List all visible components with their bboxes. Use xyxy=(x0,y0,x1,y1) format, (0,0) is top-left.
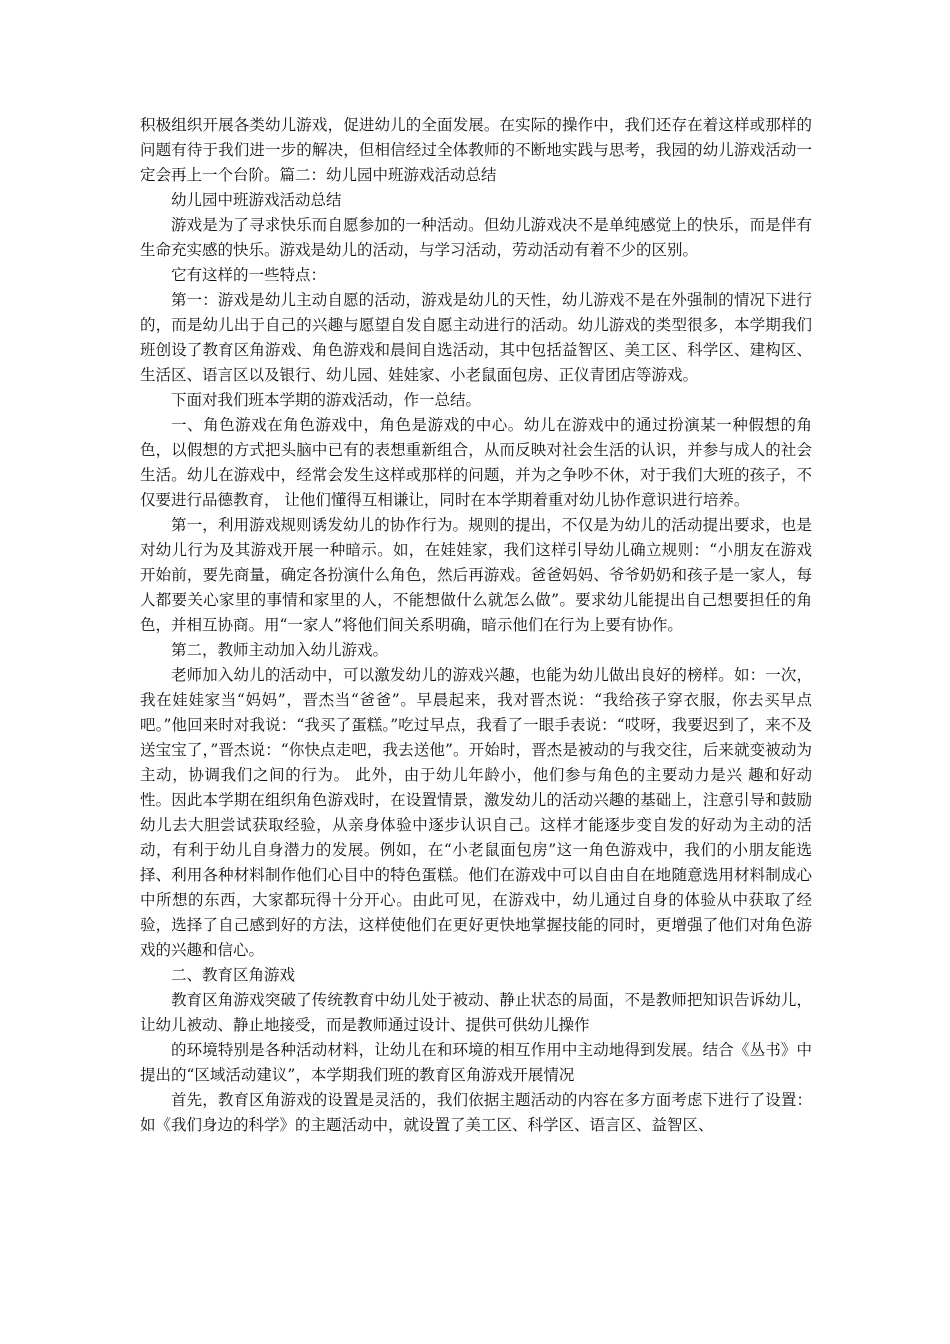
paragraph: 它有这样的一些特点： xyxy=(171,266,327,284)
section-heading: 二、教育区角游戏 xyxy=(171,966,296,984)
paragraph: 游戏是为了寻求快乐而自愿参加的一种活动。但幼儿游戏决不是单纯感觉上的快乐，而是伴有生命充实感的快乐。游戏是幼儿的活动，与学习活动，劳动活动有着不少的区别。 xyxy=(140,216,812,259)
document-body xyxy=(140,113,812,1138)
paragraph: 积极组织开展各类幼儿游戏，促进幼儿的全面发展。在实际的操作中，我们还存在着这样或那样的问题有待于我们进一步的解决，但相信经过全体教师的不断地实践与思考，我园的幼儿游戏活动一定会再上一个台阶。篇二：幼儿园中班游戏活动总结 xyxy=(140,116,812,184)
paragraph: 第一：游戏是幼儿主动自愿的活动，游戏是幼儿的天性，幼儿游戏不是在外强制的情况下进行的，而是幼儿出于自己的兴趣与愿望自发自愿主动进行的活动。幼儿游戏的类型很多，本学期我们班创设了教育区角游戏、角色游戏和晨间自选活动，其中包括益智区、美工区、科学区、建构区、生活区、语言区以及银行、幼儿园、娃娃家、小老鼠面包房、正仪青团店等游戏。 xyxy=(140,291,812,384)
paragraph: 下面对我们班本学期的游戏活动，作一总结。 xyxy=(171,391,482,409)
section-title: 幼儿园中班游戏活动总结 xyxy=(171,191,342,209)
paragraph: 第一，利用游戏规则诱发幼儿的协作行为。规则的提出，不仅是为幼儿的活动提出要求，也是对幼儿行为及其游戏开展一种暗示。如，在娃娃家，我们这样引导幼儿确立规则：“小朋友在游戏开始前，要先商量，确定各扮演什么角色，然后再游戏。爸爸妈妈、爷爷奶奶和孩子是一家人，每人都要关心家里的事情和家里的人，不能想做什么就怎么做”。要求幼儿能提出自己想要担任的角色，并相互协商。用“一家人”将他们间关系明确，暗示他们在行为上要有协作。 xyxy=(140,516,812,634)
paragraph: 教育区角游戏突破了传统教育中幼儿处于被动、静止状态的局面，不是教师把知识告诉幼儿，让幼儿被动、静止地接受，而是教师通过设计、提供可供幼儿操作 xyxy=(140,991,812,1034)
paragraph: 第二，教师主动加入幼儿游戏。 xyxy=(171,641,389,659)
paragraph: 的环境特别是各种活动材料，让幼儿在和环境的相互作用中主动地得到发展。结合《丛书》中提出的“区域活动建议”，本学期我们班的教育区角游戏开展情况 xyxy=(140,1041,812,1084)
paragraph: 一、角色游戏在角色游戏中，角色是游戏的中心。幼儿在游戏中的通过扮演某一种假想的角色，以假想的方式把头脑中已有的表想重新组合，从而反映对社会生活的认识，并参与成人的社会生活。幼儿在游戏中，经常会发生这样或那样的问题，并为之争吵不休，对于我们大班的孩子，不仅要进行品德教育， 让他们懂得互相谦让，同时在本学期着重对幼儿协作意识进行培养。 xyxy=(140,416,812,509)
paragraph: 首先，教育区角游戏的设置是灵活的，我们依据主题活动的内容在多方面考虑下进行了设置：如《我们身边的科学》的主题活动中，就设置了美工区、科学区、语言区、益智区、 xyxy=(140,1091,812,1134)
paragraph: 老师加入幼儿的活动中，可以激发幼儿的游戏兴趣，也能为幼儿做出良好的榜样。如：一次，我在娃娃家当“妈妈”，晋杰当“爸爸”。早晨起来，我对晋杰说：“我给孩子穿衣服，你去买早点吧。”他回来时对我说：“我买了蛋糕。”吃过早点，我看了一眼手表说：“哎呀，我要迟到了，来不及送宝宝了，”晋杰说：“你快点走吧，我去送他”。开始时，晋杰是被动的与我交往，后来就变被动为主动，协调我们之间的行为。 此外，由于幼儿年龄小，他们参与角色的主要动力是兴 趣和好动性。因此本学期在组织角色游戏时，在设置情景，激发幼儿的活动兴趣的基础上，注意引导和鼓励幼儿去大胆尝试获取经验，从亲身体验中逐步认识自己。这样才能逐步变自发的好动为主动的活动，有利于幼儿自身潜力的发展。例如，在“小老鼠面包房”这一角色游戏中，我们的小朋友能选择、利用各种材料制作他们心目中的特色蛋糕。他们在游戏中可以自由自在地随意选用材料制成心中所想的东西，大家都玩得十分开心。由此可见，在游戏中，幼儿通过自身的体验从中获取了经验，选择了自己感到好的方法，这样使他们在更好更快地掌握技能的同时，更增强了他们对角色游戏的兴趣和信心。 xyxy=(140,666,812,959)
